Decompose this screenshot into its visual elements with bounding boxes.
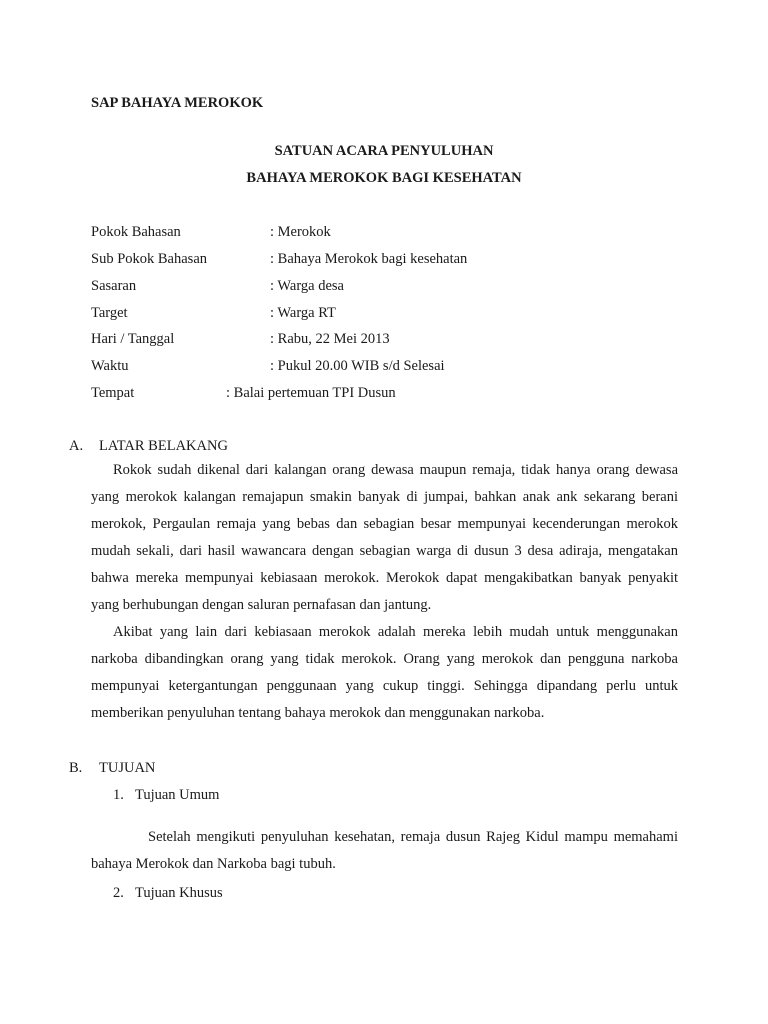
info-label-target: Target	[91, 305, 128, 321]
section-a-paragraph-1: Rokok sudah dikenal dari kalangan orang dewasa maupun remaja, tidak hanya orang dewasa yang merokok kalangan remajapun smakin banyak di jumpai, bahkan anak ank sekarang berani merokok, Pergaulan remaja yang bebas dan sebagian besar mempunyai kecenderungan merokok mudah sekali, dari hasil wawancara dengan sebagian warga di dusun 3 desa adiraja, mengatakan bahwa mereka mempunyai kebiasaan merokok. Merokok dapat mengakibatkan banyak penyakit yang berhubungan dengan saluran pernafasan dan jantung.	[91, 462, 678, 613]
document-title-line-2: BAHAYA MEROKOK BAGI KESEHATAN	[246, 170, 522, 186]
info-value-waktu: : Pukul 20.00 WIB s/d Selesai	[270, 358, 445, 374]
section-a-marker: A.	[69, 438, 84, 454]
tujuan-umum-label: Tujuan Umum	[135, 787, 220, 803]
section-a-paragraph-2: Akibat yang lain dari kebiasaan merokok adalah mereka lebih mudah untuk menggunakan narkoba dibandingkan orang yang tidak merokok. Orang yang merokok dan pengguna narkoba mempunyai ketergantungan penggunaan yang cukup tinggi. Sehingga dipandang perlu untuk memberikan penyuluhan tentang bahaya merokok dan menggunakan narkoba.	[91, 624, 678, 721]
info-label-sub-pokok-bahasan: Sub Pokok Bahasan	[91, 251, 207, 267]
info-label-hari-tanggal: Hari / Tanggal	[91, 331, 175, 347]
info-label-sasaran: Sasaran	[91, 278, 137, 294]
info-value-sasaran: : Warga desa	[270, 278, 344, 294]
info-value-target: : Warga RT	[270, 305, 336, 321]
info-value-hari-tanggal: : Rabu, 22 Mei 2013	[270, 331, 390, 347]
info-value-tempat: : Balai pertemuan TPI Dusun	[226, 385, 396, 401]
info-label-tempat: Tempat	[91, 385, 135, 401]
info-value-pokok-bahasan: : Merokok	[270, 224, 331, 240]
document-title-line-1: SATUAN ACARA PENYULUHAN	[274, 143, 494, 159]
tujuan-khusus-label: Tujuan Khusus	[135, 885, 223, 901]
tujuan-umum-paragraph: Setelah mengikuti penyuluhan kesehatan, remaja dusun Rajeg Kidul mampu memahami bahaya Merokok dan Narkoba bagi tubuh.	[91, 829, 678, 872]
section-a-heading: LATAR BELAKANG	[99, 438, 228, 454]
tujuan-khusus-number: 2.	[113, 885, 124, 901]
info-label-waktu: Waktu	[91, 358, 129, 374]
info-value-sub-pokok-bahasan: : Bahaya Merokok bagi kesehatan	[270, 251, 468, 267]
document-top-title: SAP BAHAYA MEROKOK	[91, 95, 264, 111]
info-label-pokok-bahasan: Pokok Bahasan	[91, 224, 181, 240]
tujuan-umum-number: 1.	[113, 787, 124, 803]
section-b-heading: TUJUAN	[99, 760, 156, 776]
section-b-marker: B.	[69, 760, 83, 776]
